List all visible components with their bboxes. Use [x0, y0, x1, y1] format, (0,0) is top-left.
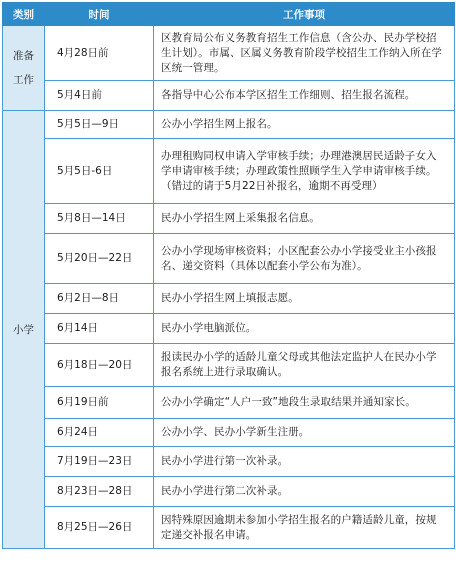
- time-cell: 6月2日—8日: [45, 284, 154, 314]
- category-label: 准备 工作: [13, 50, 34, 86]
- task-cell: 办理租购同权申请入学审核手续；办理港澳居民适龄子女入学申请审核手续；办理政策性照顾学生入学申请审核手续。（错过的请于5月22日补报名，逾期不再受理）: [154, 139, 455, 204]
- task-cell: 公办小学招生网上报名。: [154, 111, 455, 139]
- task-cell: 因特殊原因逾期未参加小学招生报名的户籍适龄儿童，按规定递交补报名申请。: [154, 507, 455, 549]
- time-cell: 8月25日—26日: [45, 507, 154, 549]
- time-cell: 5月5日—9日: [45, 111, 154, 139]
- time-cell: 6月19日前: [45, 387, 154, 419]
- task-cell: 公办小学确定“人户一致”地段生录取结果并通知家长。: [154, 387, 455, 419]
- task-cell: 民办小学电脑派位。: [154, 314, 455, 344]
- table-row: [3, 284, 455, 314]
- table-row: [3, 139, 455, 204]
- task-cell: 民办小学进行第二次补录。: [154, 477, 455, 507]
- time-cell: 4月28日前: [45, 26, 154, 81]
- time-cell: 5月8日—14日: [45, 204, 154, 234]
- task-cell: 公办小学、民办小学新生注册。: [154, 419, 455, 447]
- category-cell-prep: [3, 26, 45, 111]
- category-cell-primary: [3, 111, 45, 549]
- table-header-row: [3, 3, 455, 26]
- table-row: [3, 314, 455, 344]
- task-cell: 报读民办小学的适龄儿童父母或其他法定监护人在民办小学报名系统上进行录取确认。: [154, 344, 455, 387]
- enrollment-schedule: [2, 2, 454, 549]
- time-cell: 5月20日—22日: [45, 234, 154, 284]
- header-category: 类别: [3, 3, 45, 26]
- time-cell: 7月19日—23日: [45, 447, 154, 477]
- header-task: 工作事项: [154, 3, 455, 26]
- table-row: [3, 447, 455, 477]
- task-cell: 民办小学招生网上采集报名信息。: [154, 204, 455, 234]
- table-row: [3, 234, 455, 284]
- table-row: [3, 477, 455, 507]
- time-cell: 6月24日: [45, 419, 154, 447]
- task-cell: 公办小学现场审核资料；小区配套公办小学接受业主小孩报名、递交资料（具体以配套小学公布为准）。: [154, 234, 455, 284]
- table-row: [3, 81, 455, 111]
- table-row: [3, 387, 455, 419]
- header-time: 时间: [45, 3, 154, 26]
- task-cell: 民办小学招生网上填报志愿。: [154, 284, 455, 314]
- table-row: [3, 344, 455, 387]
- table-row: [3, 507, 455, 549]
- schedule-table: [2, 2, 455, 549]
- table-row: [3, 204, 455, 234]
- time-cell: 5月5日-6日: [45, 139, 154, 204]
- table-row: [3, 419, 455, 447]
- task-cell: 各指导中心公布本学区招生工作细则、招生报名流程。: [154, 81, 455, 111]
- task-cell: 区教育局公布义务教育招生工作信息（含公办、民办学校招生计划）。市属、区属义务教育阶段学校招生工作纳入所在学区统一管理。: [154, 26, 455, 81]
- time-cell: 6月18日—20日: [45, 344, 154, 387]
- table-row: [3, 26, 455, 81]
- category-label: 小学: [13, 323, 34, 336]
- table-row: [3, 111, 455, 139]
- time-cell: 8月23日—28日: [45, 477, 154, 507]
- task-cell: 民办小学进行第一次补录。: [154, 447, 455, 477]
- time-cell: 6月14日: [45, 314, 154, 344]
- time-cell: 5月4日前: [45, 81, 154, 111]
